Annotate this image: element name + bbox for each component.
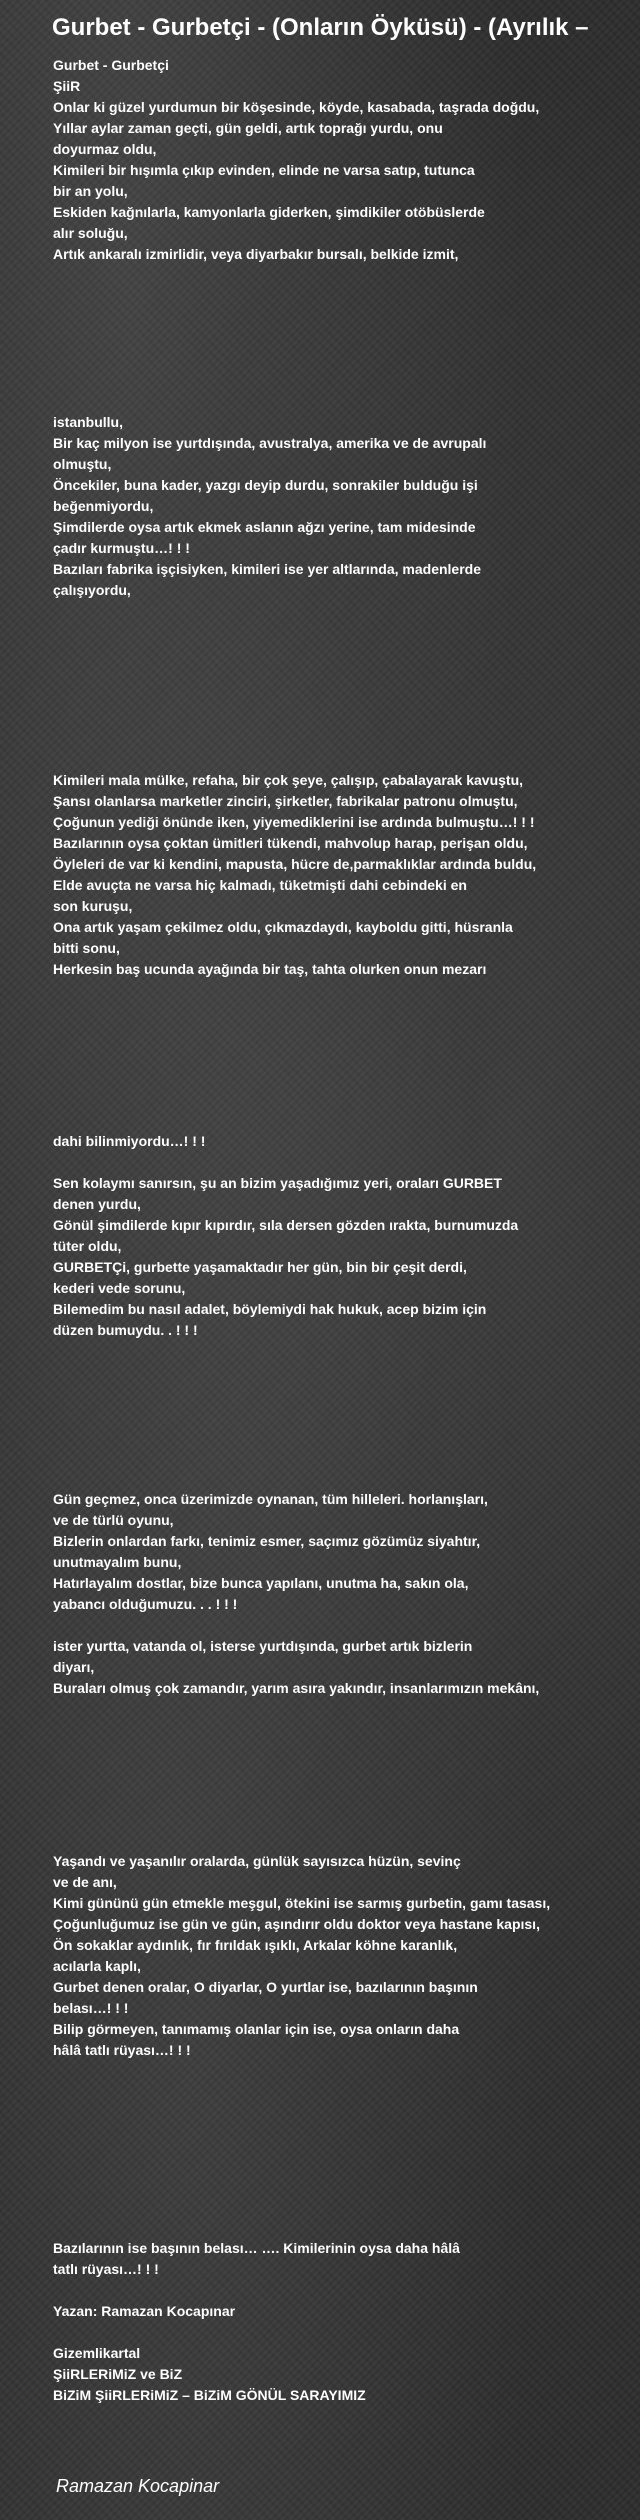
poem-line: Artık ankaralı izmirlidir, veya diyarbakır bursalı, belkide izmit, — [53, 246, 459, 262]
poem-block-1 — [53, 55, 633, 265]
poem-line: Eskiden kağnılarla, kamyonlarla giderken, şimdikiler otöbüslerde — [53, 204, 485, 220]
poem-line: ve de türlü oyunu, — [53, 1512, 174, 1528]
poem-line — [53, 1615, 633, 1636]
poem-line: Yazan: Ramazan Kocapınar — [53, 2303, 236, 2319]
poem-line: BiZiM ŞiiRLERiMiZ – BiZiM GÖNÜL SARAYIMIZ — [53, 2387, 366, 2403]
poem-line: beğenmiyordu, — [53, 498, 154, 514]
poem-line: Buraları olmuş çok zamandır, yarım asıra yakındır, insanlarımızın mekânı, — [53, 1680, 540, 1696]
poem-line: Çoğunluğumuz ise gün ve gün, aşındırır oldu doktor veya hastane kapısı, — [53, 1916, 540, 1932]
poem-line: ve de anı, — [53, 1874, 117, 1890]
poem-line: Şansı olanlarsa marketler zinciri, şirketler, fabrikalar patronu olmuştu, — [53, 793, 518, 809]
poem-line: son kuruşu, — [53, 898, 133, 914]
poem-block-5 — [53, 1489, 633, 1699]
poem-line: Gurbet denen oralar, O diyarlar, O yurtlar ise, bazılarının başının — [53, 1979, 478, 1995]
poem-line: kederi vede sorunu, — [53, 1280, 186, 1296]
poem-line: denen yurdu, — [53, 1196, 141, 1212]
poem-line: bir an yolu, — [53, 183, 128, 199]
poem-line — [53, 1152, 633, 1173]
author-signature: Ramazan Kocapinar — [56, 2476, 220, 2496]
poem-line: doyurmaz oldu, — [53, 141, 157, 157]
poem-line: Öyleleri de var ki kendini, mapusta, hücre de,parmaklıklar ardında buldu, — [53, 856, 537, 872]
poem-line: belası…! ! ! — [53, 2000, 129, 2016]
poem-line: Öncekiler, buna kader, yazgı deyip durdu, sonrakiler bulduğu işi — [53, 477, 478, 493]
poem-line: Hatırlayalım dostlar, bize bunca yapılanı, unutma ha, sakın ola, — [53, 1575, 469, 1591]
poem-block-4 — [53, 1131, 633, 1341]
poem-line: Şimdilerde oysa artık ekmek aslanın ağzı yerine, tam midesinde — [53, 519, 476, 535]
poem-line — [53, 2322, 633, 2343]
poem-line: Elde avuçta ne varsa hiç kalmadı, tüketmişti dahi cebindeki en — [53, 877, 467, 893]
poem-line: tatlı rüyası…! ! ! — [53, 2261, 159, 2277]
poem-line: ŞiiRLERiMiZ ve BiZ — [53, 2366, 183, 2382]
poem-line: Gizemlikartal — [53, 2345, 141, 2361]
poem-line: olmuştu, — [53, 456, 112, 472]
poem-line: GURBETÇi, gurbette yaşamaktadır her gün, bin bir çeşit derdi, — [53, 1259, 467, 1275]
poem-line: düzen bumuydu. . ! ! ! — [53, 1322, 198, 1338]
poem-line: Bir kaç milyon ise yurtdışında, avustralya, amerika ve de avrupalı — [53, 435, 487, 451]
poem-line: Sen kolaymı sanırsın, şu an bizim yaşadığımız yeri, oraları GURBET — [53, 1175, 502, 1191]
poem-line: istanbullu, — [53, 414, 123, 430]
poem-line: çadır kurmuştu…! ! ! — [53, 540, 190, 556]
poem-line: Bazıları fabrika işçisiyken, kimileri ise yer altlarında, madenlerde — [53, 561, 481, 577]
poem-line: Herkesin baş ucunda ayağında bir taş, tahta olurken onun mezarı — [53, 961, 487, 977]
poem-line: alır soluğu, — [53, 225, 128, 241]
poem-line: çalışıyordu, — [53, 582, 131, 598]
poem-line: Gurbet - Gurbetçi — [53, 57, 169, 73]
poem-line: Kimileri bir hışımla çıkıp evinden, elinde ne varsa satıp, tutunca — [53, 162, 475, 178]
poem-line: dahi bilinmiyordu…! ! ! — [53, 1133, 206, 1149]
poem-block-3 — [53, 770, 633, 980]
poem-line: Bizlerin onlardan farkı, tenimiz esmer, saçımız gözümüz siyahtır, — [53, 1533, 481, 1549]
poem-line: Gün geçmez, onca üzerimizde oynanan, tüm hilleleri. horlanışları, — [53, 1491, 488, 1507]
poem-line: acılarla kaplı, — [53, 1958, 141, 1974]
poem-line: Yıllar aylar zaman geçti, gün geldi, artık toprağı yurdu, onu — [53, 120, 443, 136]
poem-block-6 — [53, 1851, 633, 2061]
poem-line: diyarı, — [53, 1659, 95, 1675]
poem-line: Kimi gününü gün etmekle meşgul, ötekini ise sarmış gurbetin, gamı tasası, — [53, 1895, 551, 1911]
poem-line: unutmayalım bunu, — [53, 1554, 182, 1570]
poem-line: Ona artık yaşam çekilmez oldu, çıkmazdaydı, kayboldu gitti, hüsranla — [53, 919, 513, 935]
poem-line: ister yurtta, vatanda ol, isterse yurtdışında, gurbet artık bizlerin — [53, 1638, 473, 1654]
poem-line: Kimileri mala mülke, refaha, bir çok şeye, çalışıp, çabalayarak kavuştu, — [53, 772, 524, 788]
poem-line: tüter oldu, — [53, 1238, 122, 1254]
poem-line: Ön sokaklar aydınlık, fır fırıldak ışıklı, Arkalar köhne karanlık, — [53, 1937, 458, 1953]
poem-line: Bilemedim bu nasıl adalet, böylemiydi hak hukuk, acep bizim için — [53, 1301, 487, 1317]
poem-block-7 — [53, 2238, 633, 2406]
poem-title: Gurbet - Gurbetçi - (Onların Öyküsü) - (Ayrılık – — [52, 14, 589, 41]
poem-line: Bazılarının oysa çoktan ümitleri tükendi, mahvolup harap, perişan oldu, — [53, 835, 528, 851]
poem-line: Çoğunun yediği önünde iken, yiyemediklerini ise ardında bulmuştu…! ! ! — [53, 814, 535, 830]
poem-line: bitti sonu, — [53, 940, 120, 956]
poem-block-2 — [53, 412, 633, 601]
poem-line: ŞiiR — [53, 78, 81, 94]
poem-line: hâlâ tatlı rüyası…! ! ! — [53, 2042, 191, 2058]
poem-line — [53, 2280, 633, 2301]
poem-line: yabancı olduğumuzu. . . ! ! ! — [53, 1596, 238, 1612]
poem-line: Bazılarının ise başının belası… …. Kimilerinin oysa daha hâlâ — [53, 2240, 460, 2256]
poem-line: Bilip görmeyen, tanımamış olanlar için ise, oysa onların daha — [53, 2021, 460, 2037]
poem-line: Onlar ki güzel yurdumun bir köşesinde, köyde, kasabada, taşrada doğdu, — [53, 99, 540, 115]
poem-line: Gönül şimdilerde kıpır kıpırdır, sıla dersen gözden ırakta, burnumuzda — [53, 1217, 519, 1233]
poem-line: Yaşandı ve yaşanılır oralarda, günlük sayısızca hüzün, sevinç — [53, 1853, 461, 1869]
